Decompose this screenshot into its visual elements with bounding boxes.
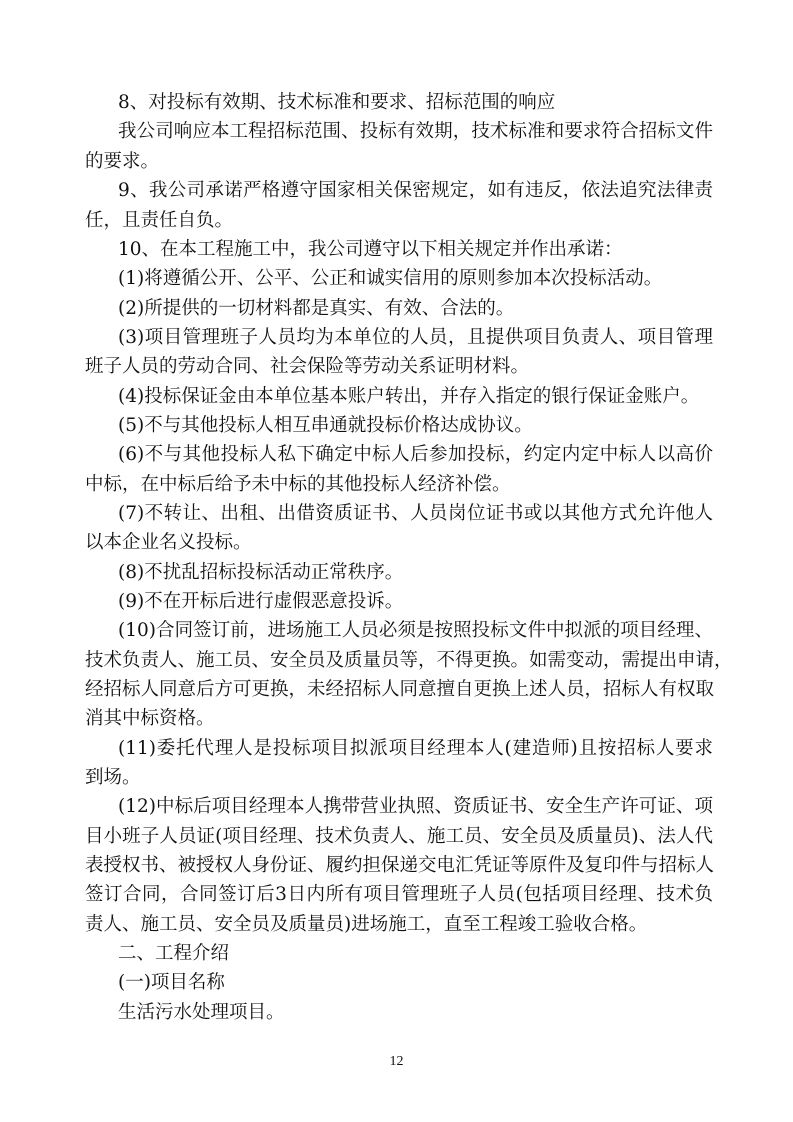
paragraph-line: 我公司响应本工程招标范围、投标有效期，技术标准和要求符合招标文件	[118, 121, 713, 142]
project-name-text: 生活污水处理项目。	[118, 1002, 285, 1023]
list-item: (4)投标保证金由本单位基本账户转出，并存入指定的银行保证金账户。	[118, 386, 700, 407]
list-item: (1)将遵循公开、公平、公正和诚实信用的原则参加本次投标活动。	[118, 268, 663, 289]
page-number: 12	[389, 1054, 404, 1069]
paragraph-line: 中标，在中标后给予未中标的其他投标人经济补偿。	[85, 474, 511, 495]
list-item: (2)所提供的一切材料都是真实、有效、合法的。	[118, 298, 515, 319]
list-item: (6)不与其他投标人私下确定中标人后参加投标，约定内定中标人以高价	[118, 444, 713, 465]
paragraph-line: 签订合同，合同签订后3日内所有项目管理班子人员(包括项目经理、技术负	[85, 884, 713, 905]
list-item: (12)中标后项目经理本人携带营业执照、资质证书、安全生产许可证、项	[118, 796, 713, 817]
paragraph-line: 表授权书、被授权人身份证、履约担保递交电汇凭证等原件及复印件与招标人	[85, 855, 715, 876]
paragraph-line: 9、我公司承诺严格遵守国家相关保密规定，如有违反，依法追究法律责	[118, 180, 713, 201]
list-item: (10)合同签订前，进场施工人员必须是按照投标文件中拟派的项目经理、	[118, 620, 713, 641]
subsection-heading: (一)项目名称	[118, 972, 225, 993]
paragraph-line: 目小班子人员证(项目经理、技术负责人、施工员、安全员及质量员)、法人代	[85, 826, 713, 847]
paragraph-line: 责人、施工员、安全员及质量员)进场施工，直至工程竣工验收合格。	[85, 914, 648, 935]
list-item: (3)项目管理班子人员均为本单位的人员，且提供项目负责人、项目管理	[118, 327, 713, 348]
section-heading-2: 二、工程介绍	[118, 943, 230, 964]
paragraph-line: 以本企业名义投标。	[85, 532, 252, 553]
paragraph-line: 技术负责人、施工员、安全员及质量员等，不得更换。如需变动，需提出申请，	[85, 650, 733, 671]
section-heading-10: 10、在本工程施工中，我公司遵守以下相关规定并作出承诺：	[118, 239, 623, 260]
section-heading-8: 8、对投标有效期、技术标准和要求、招标范围的响应	[118, 92, 556, 113]
paragraph-line: 班子人员的劳动合同、社会保险等劳动关系证明材料。	[85, 356, 530, 377]
paragraph-line: 到场。	[85, 767, 141, 788]
paragraph-line: 经招标人同意后方可更换，未经招标人同意擅自更换上述人员，招标人有权取	[85, 679, 715, 700]
list-item: (8)不扰乱招标投标活动正常秩序。	[118, 562, 404, 583]
list-item: (7)不转让、出租、出借资质证书、人员岗位证书或以其他方式允许他人	[118, 503, 713, 524]
list-item: (11)委托代理人是投标项目拟派项目经理本人(建造师)且按招标人要求	[118, 738, 713, 759]
paragraph-line: 的要求。	[85, 151, 160, 172]
paragraph-line: 消其中标资格。	[85, 708, 215, 729]
paragraph-line: 任，且责任自负。	[85, 210, 234, 231]
list-item: (5)不与其他投标人相互串通就投标价格达成协议。	[118, 415, 533, 436]
list-item: (9)不在开标后进行虚假恶意投诉。	[118, 591, 404, 612]
